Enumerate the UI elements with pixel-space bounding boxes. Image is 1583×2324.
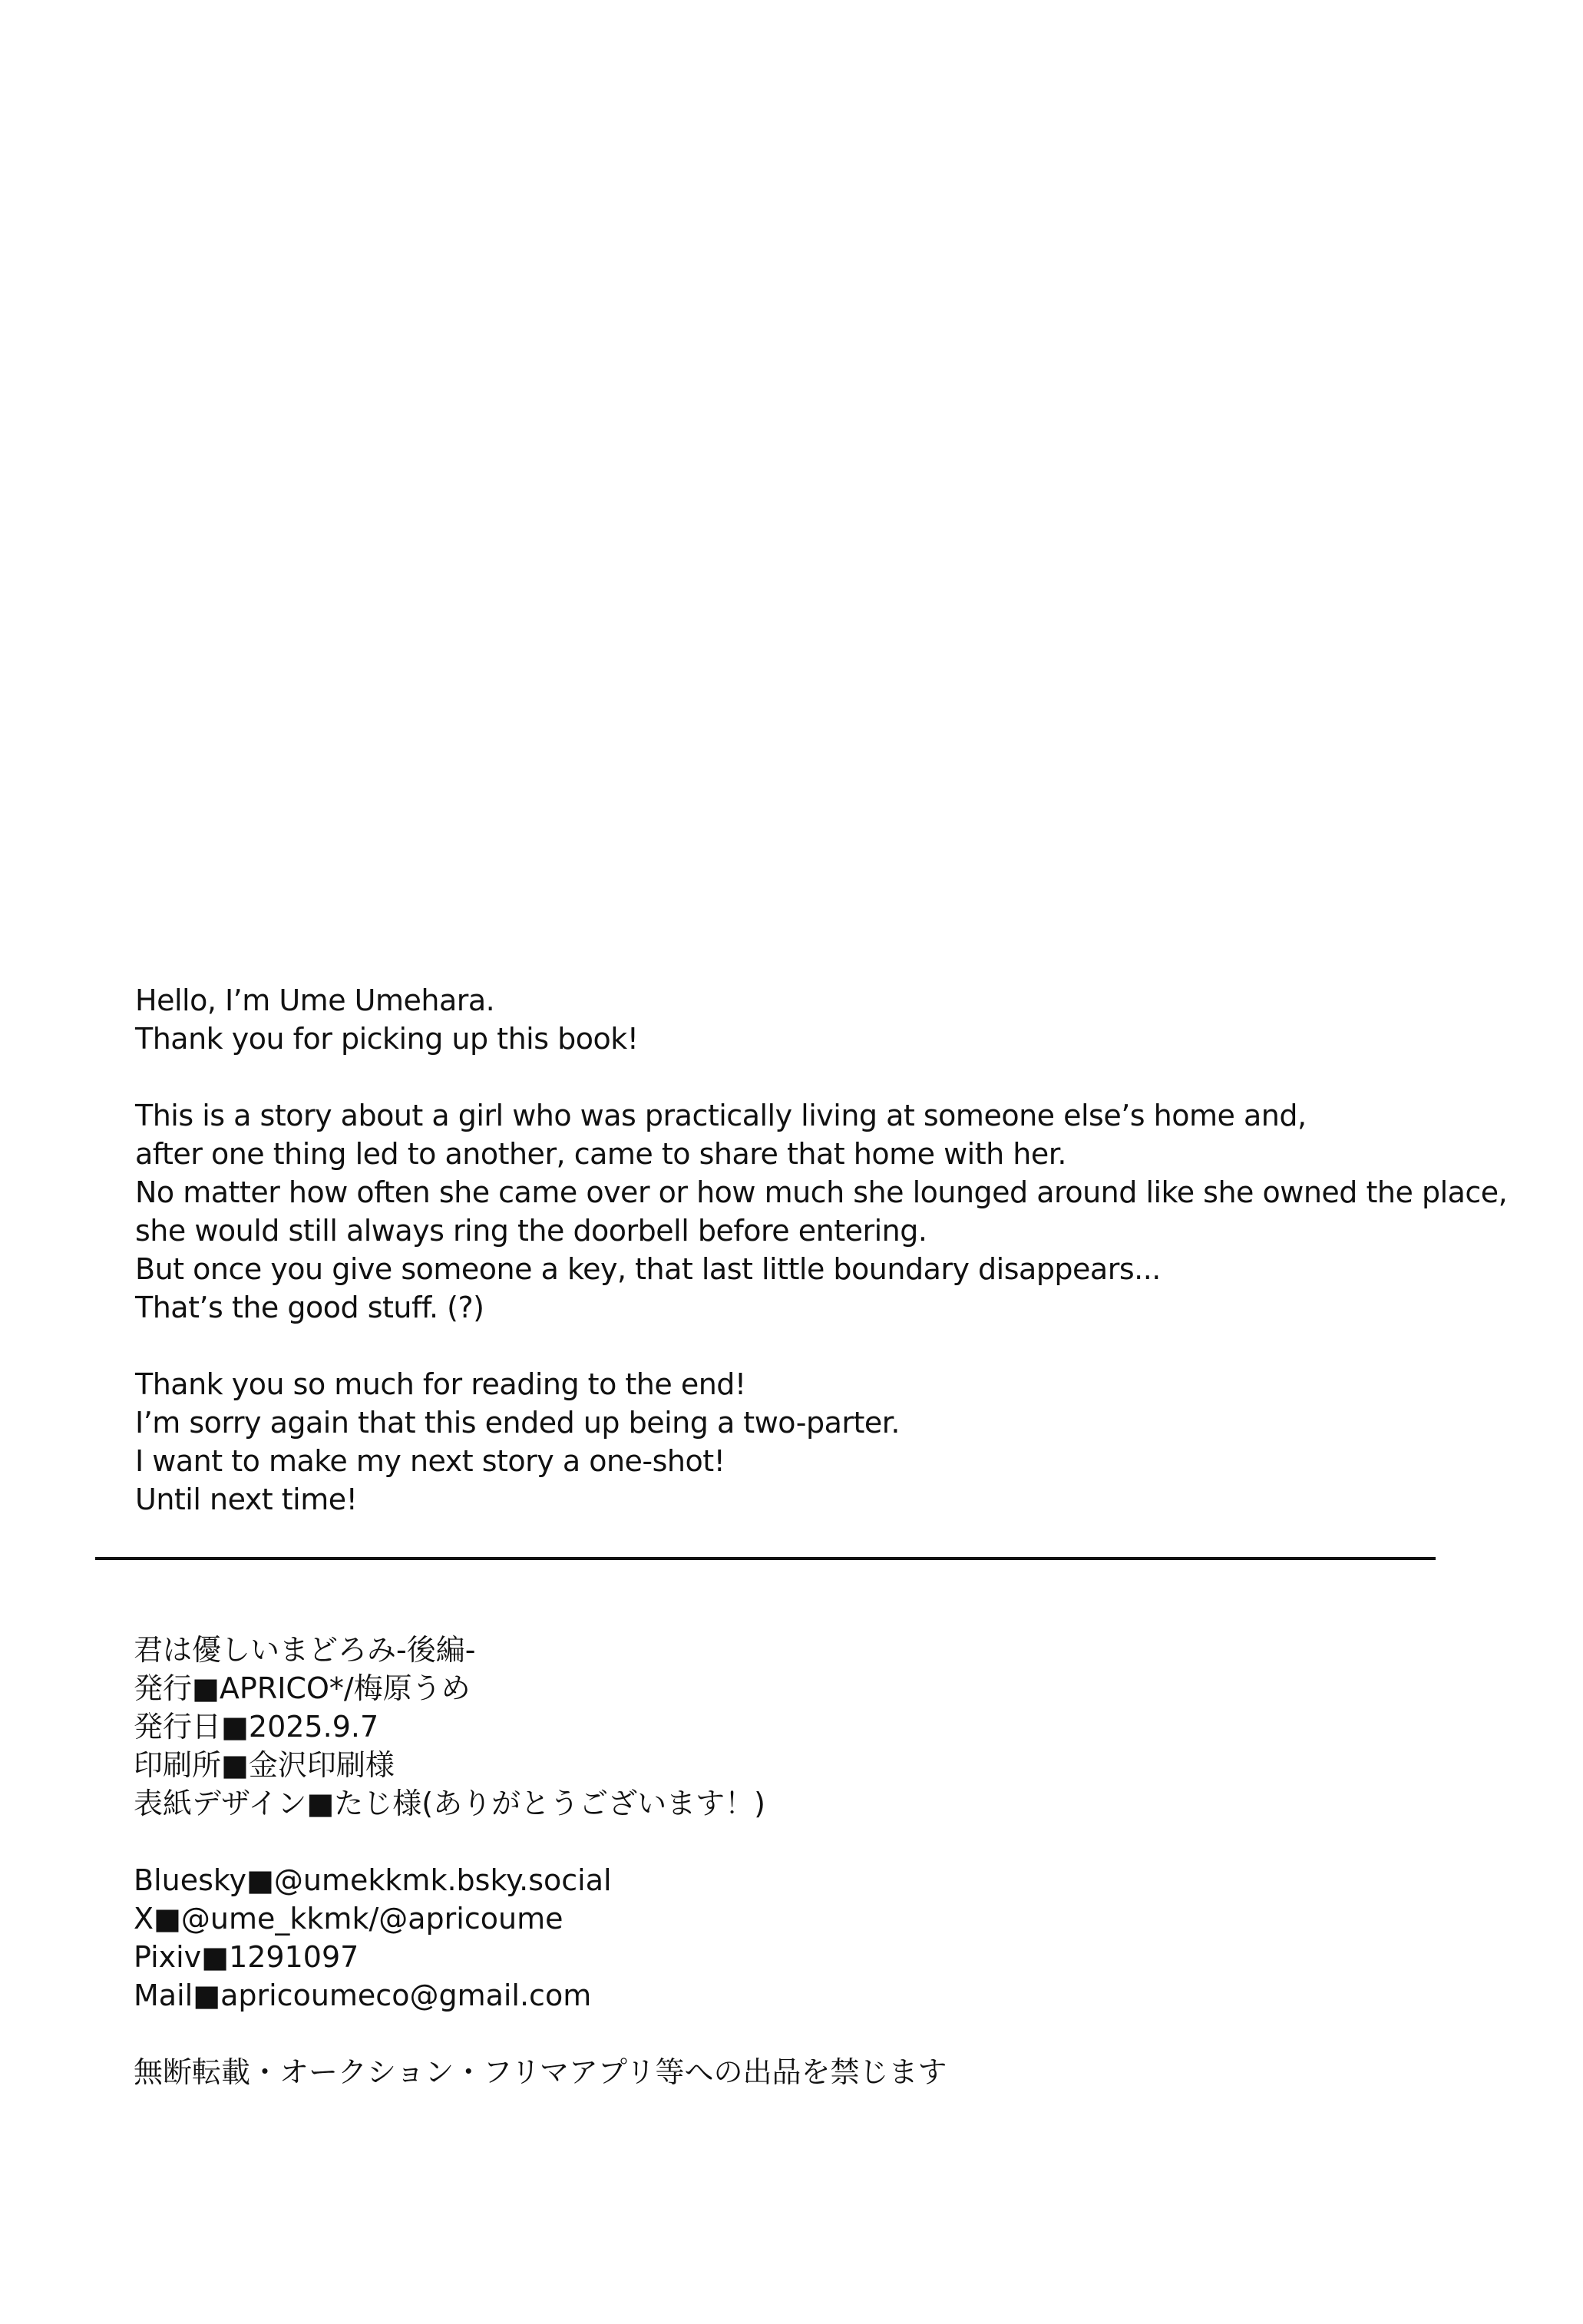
notice-group bbox=[134, 2053, 1439, 2091]
afterword-paragraph-3 bbox=[135, 1365, 1517, 1519]
mail-address: Mail■apricoumeco@gmail.com bbox=[134, 1979, 592, 2012]
publisher-line: 発行■APRICO*/梅原うめ bbox=[134, 1671, 471, 1705]
afterword-line: I want to make my next story a one-shot! bbox=[135, 1444, 725, 1478]
afterword-line: But once you give someone a key, that last little boundary disappears... bbox=[135, 1252, 1161, 1286]
afterword-line: No matter how often she came over or how much she lounged around like she owned the place, bbox=[135, 1175, 1508, 1209]
afterword-line: Hello, I’m Ume Umehara. bbox=[135, 983, 495, 1017]
afterword bbox=[135, 981, 1517, 1557]
afterword-line: she would still always ring the doorbell before entering. bbox=[135, 1214, 927, 1248]
book-title: 君は優しいまどろみ-後編- bbox=[134, 1633, 476, 1667]
afterword-line: Until next time! bbox=[135, 1483, 358, 1516]
publication-info bbox=[134, 1631, 1439, 1823]
afterword-paragraph-1 bbox=[135, 981, 1517, 1058]
afterword-line: after one thing led to another, came to share that home with her. bbox=[135, 1137, 1066, 1171]
afterword-paragraph-2 bbox=[135, 1096, 1517, 1327]
x-handle: X■@ume_kkmk/@apricoume bbox=[134, 1902, 563, 1936]
afterword-line: This is a story about a girl who was practically living at someone else’s home and, bbox=[135, 1099, 1307, 1132]
cover-design-line: 表紙デザイン■たじ様(ありがとうございます！) bbox=[134, 1787, 765, 1820]
divider-rule bbox=[95, 1557, 1436, 1560]
reproduction-notice: 無断転載・オークション・フリマアプリ等への出品を禁じます bbox=[134, 2055, 947, 2089]
bluesky-handle: Bluesky■@umekkmk.bsky.social bbox=[134, 1863, 612, 1897]
contact-info bbox=[134, 1861, 1439, 2015]
afterword-line: That’s the good stuff. (?) bbox=[135, 1291, 484, 1324]
printer-line: 印刷所■金沢印刷様 bbox=[134, 1748, 395, 1782]
publication-date-line: 発行日■2025.9.7 bbox=[134, 1710, 379, 1744]
afterword-line: I’m sorry again that this ended up being a two-parter. bbox=[135, 1406, 900, 1440]
colophon bbox=[134, 1631, 1439, 2130]
afterword-line: Thank you so much for reading to the end! bbox=[135, 1367, 746, 1401]
afterword-line: Thank you for picking up this book! bbox=[135, 1022, 639, 1056]
pixiv-id: Pixiv■1291097 bbox=[134, 1940, 359, 1974]
